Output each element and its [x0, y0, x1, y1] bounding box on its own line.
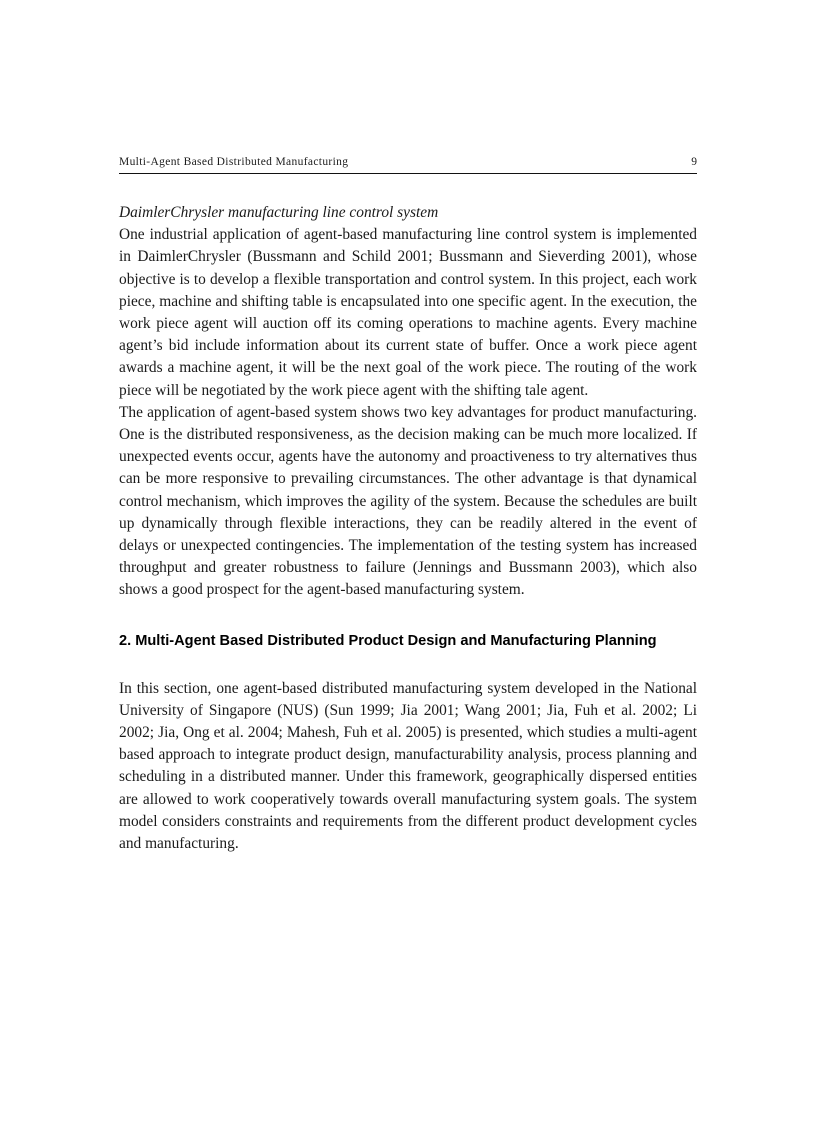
- running-header-title: Multi-Agent Based Distributed Manufacturing: [119, 156, 349, 168]
- page-content: [119, 155, 697, 855]
- paragraph-nus-system: In this section, one agent-based distributed manufacturing system developed in the National University of Singapore (NUS) (Sun 1999; Jia 2001; Wang 2001; Jia, Fuh et al. 2002; Li 2002; Jia, Ong et al. 2004; Mahesh, Fuh et al. 2005) is presented, which studies a multi-agent based approach to integrate product design, manufacturability analysis, process planning and scheduling in a distributed manner. Under this framework, geographically dispersed entities are allowed to work cooperatively towards overall manufacturing system goals. The system model considers constraints and requirements from the different product development cycles and manufacturing.: [119, 679, 697, 853]
- paragraph-key-advantages: The application of agent-based system shows two key advantages for product manufacturing. One is the distributed responsiveness, as the decision making can be much more localized. If unexpected events occur, agents have the autonomy and proactiveness to try alternatives thus can be more responsive to prevailing circumstances. The other advantage is that dynamical control mechanism, which improves the agility of the system. Because the schedules are built up dynamically through flexible interactions, they can be readily altered in the event of delays or unexpected contingencies. The implementation of the testing system has increased throughput and greater robustness to failure (Jennings and Bussmann 2003), which also shows a good prospect for the agent-based manufacturing system.: [119, 403, 697, 599]
- subsection-heading: DaimlerChrysler manufacturing line control system: [119, 204, 439, 221]
- section-heading-2: 2. Multi-Agent Based Distributed Product Design and Manufacturing Planning: [119, 632, 657, 649]
- page-number: 9: [691, 156, 697, 168]
- running-header: [119, 155, 697, 173]
- header-rule: [119, 173, 697, 174]
- paragraph-daimlerchrysler-application: One industrial application of agent-based manufacturing line control system is implemented in DaimlerChrysler (Bussmann and Schild 2001; Bussmann and Sieverding 2001), whose objective is to develop a flexible transportation and control system. In this project, each work piece, machine and shifting table is encapsulated into one specific agent. In the execution, the work piece agent will auction off its coming operations to machine agents. Every machine agent’s bid include information about its current state of buffer. Once a work piece agent awards a machine agent, it will be the next goal of the work piece. The routing of the work piece will be negotiated by the work piece agent with the shifting tale agent.: [119, 226, 697, 399]
